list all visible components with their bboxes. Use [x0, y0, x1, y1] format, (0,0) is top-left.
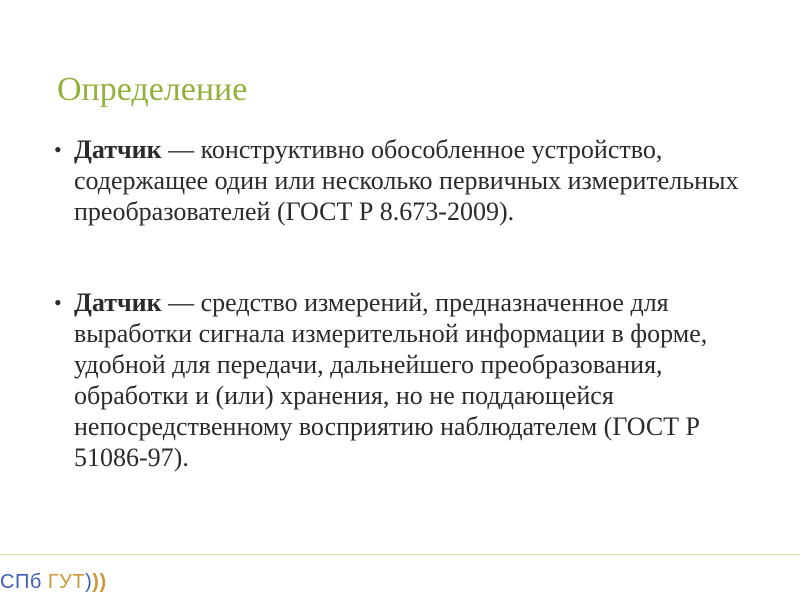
footer-divider — [0, 554, 800, 555]
definition-list — [54, 134, 754, 473]
definition-text: — средство измерений, предназначенное для выработки сигнала измерительной информации в форме, удобной для передачи, дальнейшего преобразования, обработки и (или) хранения, но не поддающейся непосредственному восприятию наблюдателем (ГОСТ Р 51086-97). — [74, 288, 708, 472]
definition-term: Датчик — [74, 135, 162, 164]
signal-waves-icon: )) — [92, 571, 107, 593]
definition-item — [54, 287, 754, 473]
bullet-icon: • — [54, 290, 62, 315]
logo-text-bracket: ) — [85, 571, 93, 593]
bullet-icon: • — [54, 137, 62, 162]
university-logo — [0, 568, 107, 596]
definition-item — [54, 134, 754, 227]
logo-text-spb: СПб — [0, 571, 48, 593]
definition-term: Датчик — [74, 288, 162, 317]
logo-text-gut: ГУТ — [47, 571, 86, 593]
definition-text: — конструктивно обособленное устройство, содержащее один или несколько первичных измерительных преобразователей (ГОСТ Р 8.673-2009). — [74, 135, 739, 226]
slide-title: Определение — [57, 71, 248, 108]
